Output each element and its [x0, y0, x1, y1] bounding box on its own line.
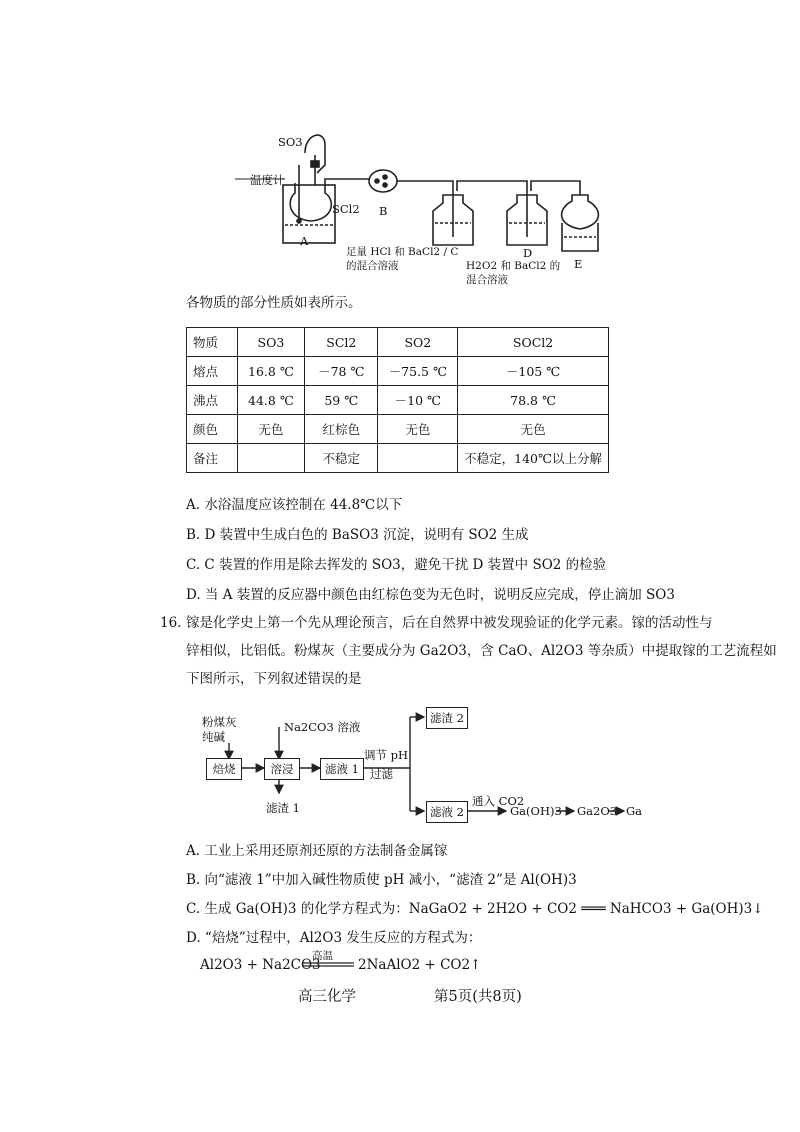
footer-subject: 高三化学 [298, 989, 356, 1005]
label-d: D [523, 246, 533, 260]
table-cell: 无色 [378, 415, 458, 444]
flow-na2co3: Na2CO3 溶液 [284, 720, 361, 734]
label-a: A [300, 234, 309, 248]
equation-double-line [302, 962, 354, 968]
label-b: B [379, 204, 388, 218]
q16-option-a: A. 工业上采用还原剂还原的方法制备金属镓 [186, 843, 448, 859]
table-row [187, 444, 609, 473]
properties-table [186, 327, 609, 473]
flow-input-flyash: 粉煤灰 [202, 715, 237, 729]
flow-gaoh3: Ga(OH)3 [510, 804, 562, 818]
table-cell: 44.8 ℃ [237, 386, 304, 415]
table-header-row [187, 328, 609, 357]
flow-box-leach: 溶浸 [264, 758, 300, 780]
table-row [187, 415, 609, 444]
equation-condition: 高温 [312, 950, 333, 962]
table-header-cell: SCl2 [305, 328, 378, 357]
table-header-cell: 物质 [187, 328, 238, 357]
q15-option-d: D. 当 A 装置的反应器中颜色由红棕色变为无色时，说明反应完成，停止滴加 SO3 [186, 587, 675, 603]
flow-box-roast: 焙烧 [206, 758, 242, 780]
footer-page-number: 第5页(共8页) [434, 989, 522, 1005]
label-e: E [574, 257, 583, 271]
table-cell: 59 ℃ [305, 386, 378, 415]
table-cell: 红棕色 [305, 415, 378, 444]
equation-left: Al2O3 + Na2CO3 [200, 957, 321, 973]
flow-adjust-ph: 调节 pH [364, 748, 409, 762]
label-c-note: 足量 HCl 和 BaCl2 / C [346, 246, 459, 258]
q15-option-a: A. 水浴温度应该控制在 44.8℃以下 [186, 497, 403, 513]
table-cell: 熔点 [187, 357, 238, 386]
flow-box-residue-2: 滤渣 2 [426, 707, 468, 729]
table-cell: －105 ℃ [458, 357, 609, 386]
q15-option-b: B. D 装置中生成白色的 BaSO3 沉淀，说明有 SO2 生成 [186, 527, 529, 543]
flow-ga: Ga [626, 804, 643, 818]
table-cell: －78 ℃ [305, 357, 378, 386]
label-d-note: H2O2 和 BaCl2 的 [466, 260, 561, 272]
flow-ga2o3: Ga2O3 [577, 804, 618, 818]
table-cell: 颜色 [187, 415, 238, 444]
table-cell [237, 444, 304, 473]
q16-number: 16. [160, 615, 182, 631]
label-d-note2: 混合溶液 [466, 274, 508, 286]
table-intro: 各物质的部分性质如表所示。 [186, 295, 362, 311]
table-cell: 78.8 ℃ [458, 386, 609, 415]
table-header-cell: SO2 [378, 328, 458, 357]
table-row [187, 386, 609, 415]
flow-box-filtrate-2: 滤液 2 [426, 801, 468, 823]
table-cell: 16.8 ℃ [237, 357, 304, 386]
table-header-cell: SOCl2 [458, 328, 609, 357]
table-cell: 无色 [237, 415, 304, 444]
label-c-note2: 的混合溶液 [346, 260, 399, 272]
flow-input-soda: 纯碱 [202, 730, 225, 744]
flow-co2: 通入 CO2 [472, 794, 525, 808]
table-cell: 备注 [187, 444, 238, 473]
table-cell: 无色 [458, 415, 609, 444]
flow-residue-1: 滤渣 1 [266, 801, 300, 815]
flow-filter: 过滤 [370, 767, 393, 781]
q16-option-b: B. 向“滤液 1”中加入碱性物质使 pH 减小，“滤渣 2”是 Al(OH)3 [186, 872, 577, 888]
q16-option-d: D. “焙烧”过程中，Al2O3 发生反应的方程式为： [186, 930, 482, 946]
q16-line-1: 镓是化学史上第一个先从理论预言，后在自然界中被发现验证的化学元素。镓的活动性与 [186, 615, 713, 631]
table-header-cell: SO3 [237, 328, 304, 357]
q16-line-2: 锌相似，比铝低。粉煤灰（主要成分为 Ga2O3，含 CaO、Al2O3 等杂质）中提取镓的工艺流程如 [186, 643, 777, 659]
table-cell [378, 444, 458, 473]
flow-box-filtrate-1: 滤液 1 [320, 758, 364, 780]
table-cell: －75.5 ℃ [378, 357, 458, 386]
equation-right: 2NaAlO2 + CO2↑ [358, 957, 482, 973]
q15-option-c: C. C 装置的作用是除去挥发的 SO3，避免干扰 D 装置中 SO2 的检验 [186, 557, 607, 573]
label-thermometer: 温度计 [250, 173, 285, 187]
table-cell: 不稳定 [305, 444, 378, 473]
table-cell: 不稳定，140℃以上分解 [458, 444, 609, 473]
table-cell: －10 ℃ [378, 386, 458, 415]
q16-line-3: 下图所示，下列叙述错误的是 [186, 671, 362, 687]
label-scl2: SCl2 [332, 202, 360, 216]
label-so3: SO3 [278, 135, 303, 149]
q16-option-c: C. 生成 Ga(OH)3 的化学方程式为：NaGaO2 + 2H2O + CO2 ═══ NaHCO3 + Ga(OH)3↓ [186, 901, 764, 917]
table-cell: 沸点 [187, 386, 238, 415]
table-row [187, 357, 609, 386]
